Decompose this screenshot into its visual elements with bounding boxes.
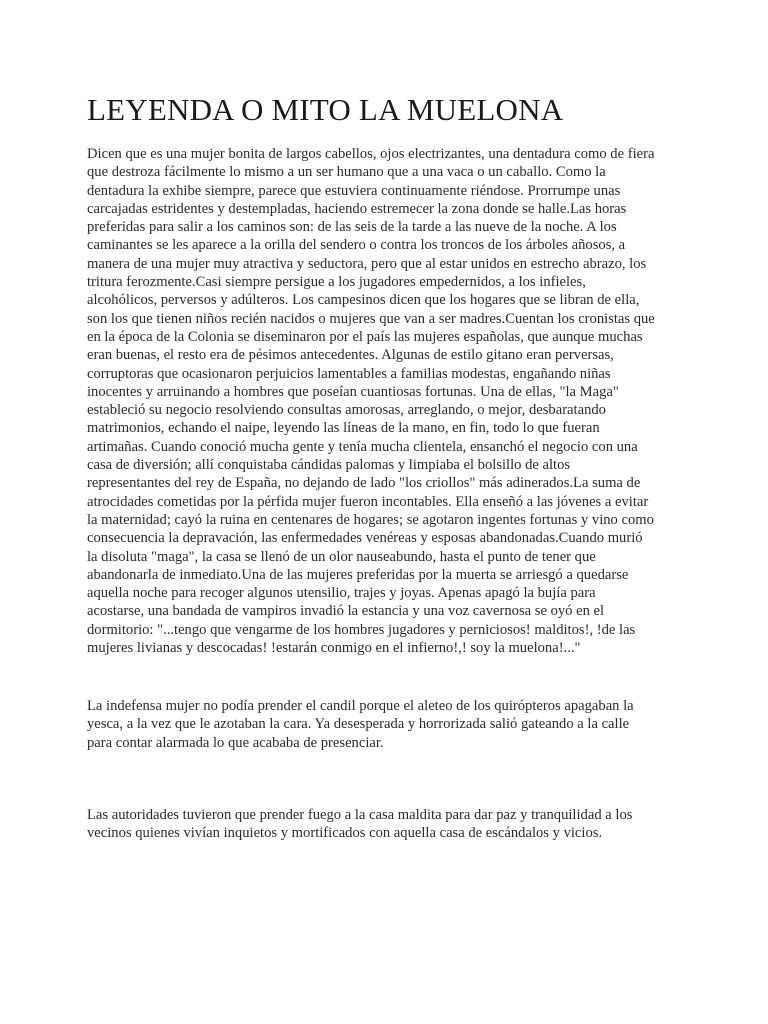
text-line: alcohólicos, perversos y adúlteros. Los campesinos dicen que los hogares que se libran de ella,: [87, 292, 640, 309]
text-line: abandonarla de inmediato.Una de las mujeres preferidas por la muerta se arriesgó a quedarse: [87, 566, 629, 583]
text-line: en la época de la Colonia se diseminaron por el país las mujeres españolas, que aunque muchas: [87, 328, 643, 345]
text-line: Dicen que es una mujer bonita de largos cabellos, ojos electrizantes, una dentadura como de fiera: [87, 146, 655, 162]
paragraph-2: [87, 697, 687, 752]
text-line: atrocidades cometidas por la pérfida mujer fueron incontables. Ella enseñó a las jóvenes a evitar: [87, 493, 649, 510]
text-line: inocentes y arruinando a hombres que poseían cuantiosas fortunas. Una de ellas, "la Maga": [87, 383, 619, 400]
text-line: eran buenas, el resto era de pésimos antecedentes. Algunas de estilo gitano eran perversas,: [87, 347, 614, 364]
text-line: para contar alarmada lo que acababa de presenciar.: [87, 734, 384, 751]
text-line: que destroza fácilmente lo mismo a un ser humano que a una vaca o un caballo. Como la: [87, 164, 606, 181]
text-line: la maternidad; cayó la ruina en centenares de hogares; se agotaron ingentes fortunas y vino como: [87, 511, 654, 528]
text-line: matrimonios, echando el naipe, leyendo las líneas de la mano, en fin, todo lo que fueran: [87, 420, 600, 437]
text-line: casa de diversión; allí conquistaba cándidas palomas y limpiaba el bolsillo de altos: [87, 457, 571, 474]
text-line: tritura ferozmente.Casi siempre persigue a los jugadores empedernidos, a los infieles,: [87, 274, 586, 291]
text-line: son los que tienen niños recién nacidos o mujeres que van a ser madres.Cuentan los cronistas que: [87, 310, 655, 327]
text-line: estableció su negocio resolviendo consultas amorosas, arreglando, o mejor, desbaratando: [87, 402, 606, 419]
text-line: preferidas para salir a los caminos son: de las seis de la tarde a las nueve de la noche. A los: [87, 219, 617, 236]
text-line: representantes del rey de España, no dejando de lado "los criollos" más adinerados.La suma de: [87, 475, 641, 492]
text-line: aquella noche para recoger algunos utensilio, trajes y joyas. Apenas apagó la bujía para: [87, 585, 596, 602]
text-line: vecinos quienes vivían inquietos y mortificados con aquella casa de escándalos y vicios.: [87, 825, 603, 842]
document-title: LEYENDA O MITO LA MUELONA: [87, 92, 564, 127]
text-line: acostarse, una bandada de vampiros invadió la estancia y una voz cavernosa se oyó en el: [87, 603, 605, 620]
text-line: manera de una mujer muy atractiva y seductora, pero que al estar unidos en estrecho abrazo, los: [87, 255, 647, 272]
text-line: corruptoras que ocasionaron perjuicios lamentables a familias modestas, engañando niñas: [87, 365, 611, 382]
paragraph-1: [87, 145, 687, 657]
text-line: caminantes se les aparece a la orilla del sendero o contra los troncos de los árboles añosos, a: [87, 237, 626, 254]
text-line: artimañas. Cuando conoció mucha gente y tenía mucha clientela, ensanchó el negocio con una: [87, 438, 638, 455]
paragraph-3: [87, 806, 687, 843]
text-line: carcajadas estridentes y destempladas, haciendo estremecer la zona donde se halle.Las horas: [87, 200, 627, 217]
text-line: dentadura la exhibe siempre, parece que estuviera continuamente riéndose. Prorrumpe unas: [87, 182, 621, 199]
text-line: mujeres livianas y descocadas! !estarán conmigo en el infierno!,! soy la muelona!...": [87, 640, 581, 657]
text-line: Las autoridades tuvieron que prender fuego a la casa maldita para dar paz y tranquilidad a los: [87, 807, 633, 823]
text-line: La indefensa mujer no podía prender el candil porque el aleteo de los quirópteros apagaban la: [87, 698, 634, 714]
text-line: la disoluta "maga", la casa se llenó de un olor nauseabundo, hasta el punto de tener que: [87, 548, 596, 565]
text-line: dormitorio: "...tengo que vengarme de los hombres jugadores y perniciosos! malditos!, !de las: [87, 621, 636, 638]
text-line: yesca, a la vez que le azotaban la cara. Ya desesperada y horrorizada salió gateando a la calle: [87, 716, 630, 733]
text-line: consecuencia la depravación, las enfermedades venéreas y esposas abandonadas.Cuando murió: [87, 530, 643, 547]
